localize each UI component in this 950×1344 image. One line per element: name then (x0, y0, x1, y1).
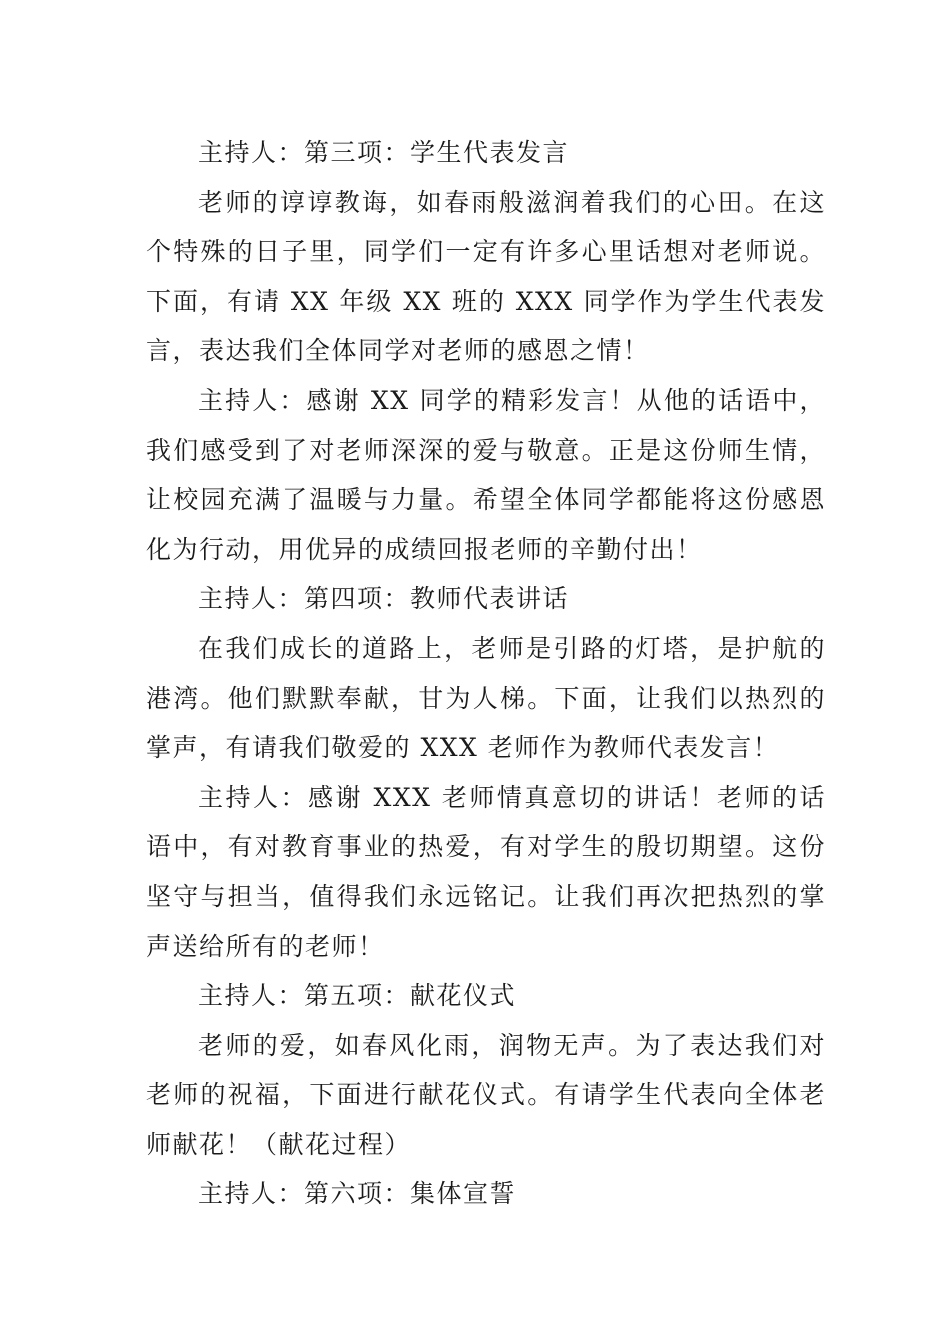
document-page (146, 128, 826, 1219)
paragraph-flower-ceremony: 老师的爱，如春风化雨，润物无声。为了表达我们对老师的祝福，下面进行献花仪式。有请学生代表向全体老师献花！（献花过程） (146, 1030, 826, 1159)
section-heading-flower-ceremony: 主持人：第五项：献花仪式 (198, 981, 517, 1011)
paragraph-teacher-thanks: 主持人：感谢 XXX 老师情真意切的讲话！老师的话语中，有对教育事业的热爱，有对学生的殷切期望。这份坚守与担当，值得我们永远铭记。让我们再次把热烈的掌声送给所有的老师！ (146, 782, 826, 961)
section-heading-teacher-speech: 主持人：第四项：教师代表讲话 (198, 584, 570, 614)
paragraph-student-intro: 老师的谆谆教诲，如春雨般滋润着我们的心田。在这个特殊的日子里，同学们一定有许多心里话想对老师说。下面，有请 XX 年级 XX 班的 XXX 同学作为学生代表发言，表达我们全体同学对老师的感恩之情！ (146, 187, 826, 366)
section-heading-student-speech: 主持人：第三项：学生代表发言 (198, 138, 570, 167)
section-heading-collective-oath: 主持人：第六项：集体宣誓 (198, 1179, 517, 1209)
paragraph-teacher-intro: 在我们成长的道路上，老师是引路的灯塔，是护航的港湾。他们默默奉献，甘为人梯。下面，让我们以热烈的掌声，有请我们敬爱的 XXX 老师作为教师代表发言！ (146, 633, 826, 763)
paragraph-student-thanks: 主持人：感谢 XX 同学的精彩发言！从他的话语中，我们感受到了对老师深深的爱与敬意。正是这份师生情，让校园充满了温暖与力量。希望全体同学都能将这份感恩化为行动，用优异的成绩回报老师的辛勤付出！ (146, 385, 826, 564)
